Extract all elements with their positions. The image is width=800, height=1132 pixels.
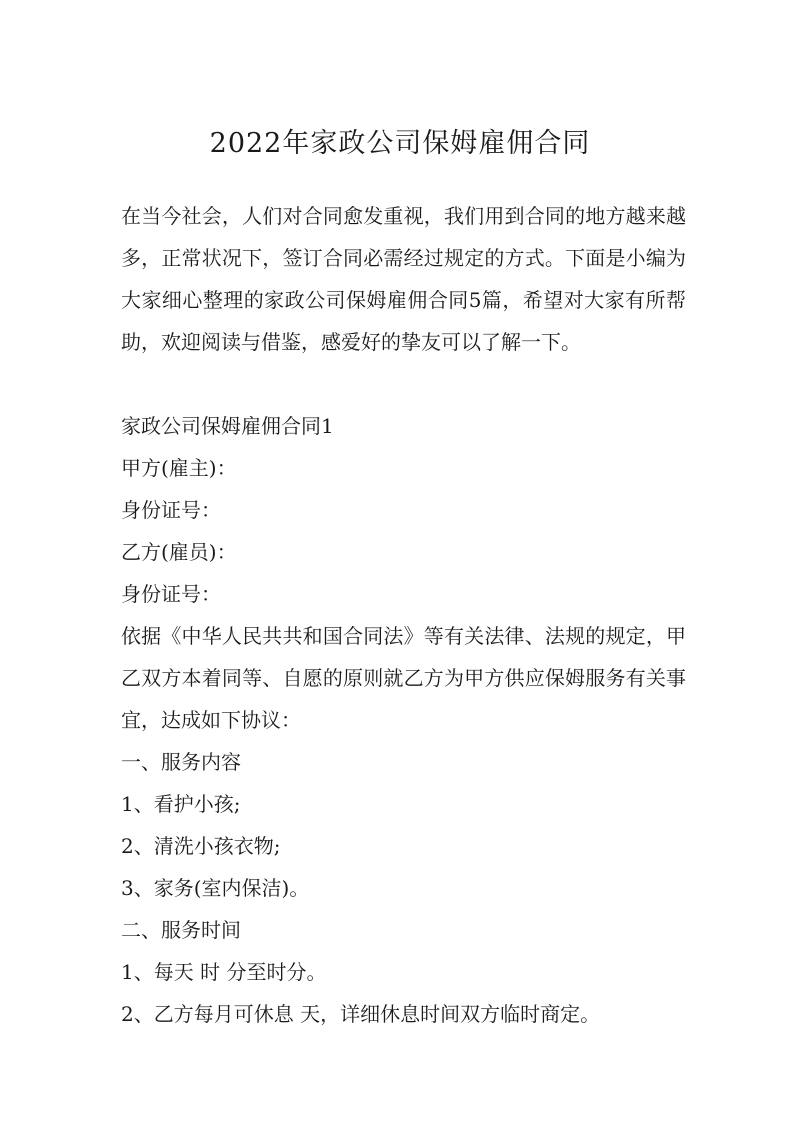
document-title: 2022年家政公司保姆雇佣合同 — [209, 128, 591, 159]
section-heading: 家政公司保姆雇佣合同1 — [121, 414, 334, 438]
clause2-item: 1、每天 时 分至时分。 — [121, 960, 327, 984]
basis-paragraph: 依据《中华人民共共和国合同法》等有关法律、法规的规定，甲乙双方本着同等、自愿的原则就乙方为甲方供应保姆服务有关事宜，达成如下协议： — [121, 624, 686, 732]
clause2-heading: 二、服务时间 — [121, 918, 241, 942]
clause2-item: 2、乙方每月可休息 天，详细休息时间双方临时商定。 — [121, 1002, 601, 1026]
clause1-item: 3、家务(室内保洁)。 — [121, 876, 310, 900]
party-b-id-label: 身份证号： — [121, 582, 221, 606]
party-a-id-label: 身份证号： — [121, 498, 221, 522]
clause1-item: 1、看护小孩; — [121, 792, 241, 816]
party-b-label: 乙方(雇员)： — [121, 540, 237, 564]
clause1-heading: 一、服务内容 — [121, 750, 241, 774]
clause1-item: 2、清洗小孩衣物; — [121, 834, 281, 858]
intro-paragraph: 在当今社会，人们对合同愈发重视，我们用到合同的地方越来越多，正常状况下，签订合同必需经过规定的方式。下面是小编为大家细心整理的家政公司保姆雇佣合同5篇，希望对大家有所帮助，欢迎阅读与借鉴，感爱好的挚友可以了解一下。 — [121, 204, 686, 354]
party-a-label: 甲方(雇主)： — [121, 456, 237, 480]
